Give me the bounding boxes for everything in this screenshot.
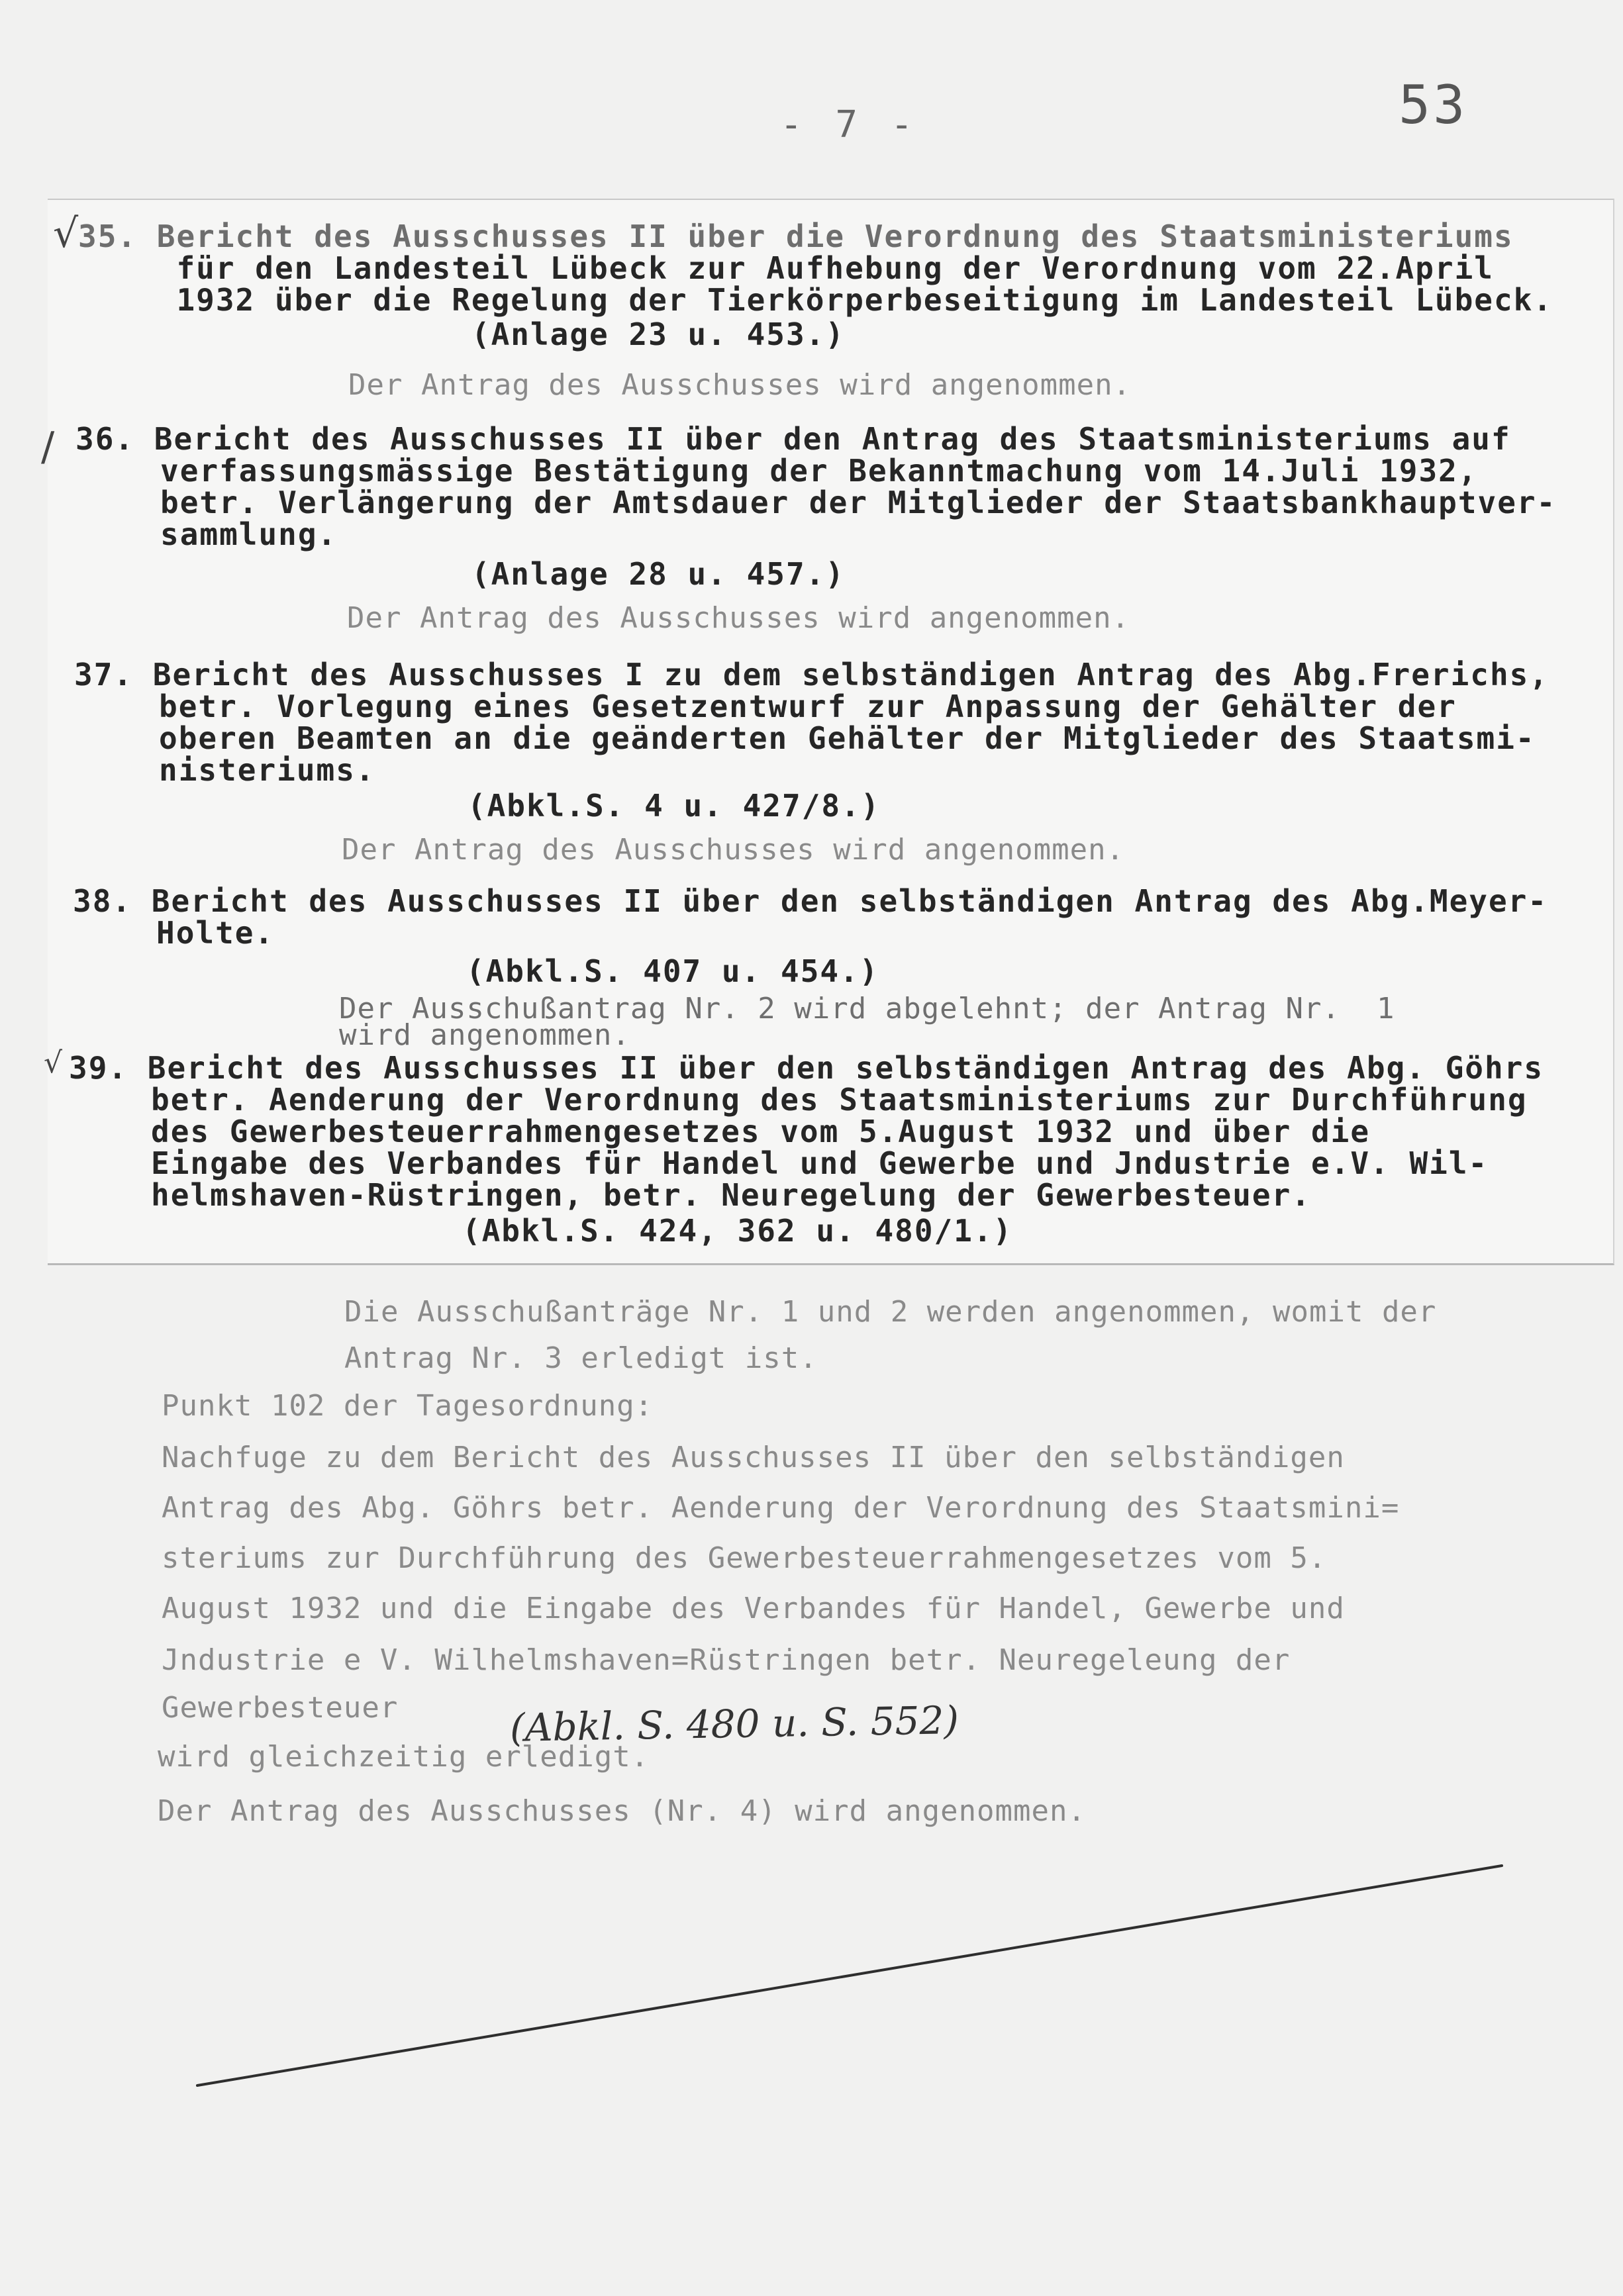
item-37-decision: Der Antrag des Ausschusses wird angenommen.: [342, 833, 1125, 867]
checkmark-icon: /: [41, 424, 55, 470]
handwritten-reference-note: (Abkl. S. 480 u. S. 552): [509, 1698, 959, 1750]
item-35-line-3: 1932 über die Regelung der Tierkörperbeseitigung im Landesteil Lübeck.: [78, 282, 1553, 318]
item-36-line-2: verfassungsmässige Bestätigung der Bekanntmachung vom 14.Juli 1932,: [160, 453, 1478, 489]
item-36-line-3: betr. Verlängerung der Amtsdauer der Mitglieder der Staatsbankhauptver-: [160, 485, 1557, 520]
decision-39-line-1: Die Ausschußanträge Nr. 1 und 2 werden angenommen, womit der: [344, 1295, 1437, 1329]
punkt-heading: Punkt 102 der Tagesordnung:: [162, 1389, 654, 1423]
punkt-line-3: steriums zur Durchführung des Gewerbesteuerrahmengesetzes vom 5.: [162, 1541, 1327, 1575]
punkt-line-5: Jndustrie e V. Wilhelmshaven=Rüstringen betr. Neuregeleung der: [162, 1643, 1291, 1677]
punkt-line-1: Nachfuge zu dem Bericht des Ausschusses II über den selbständigen: [162, 1441, 1345, 1474]
item-37-line-2: betr. Vorlegung eines Gesetzentwurf zur Anpassung der Gehälter der: [159, 689, 1457, 724]
item-37-reference: (Abkl.S. 4 u. 427/8.): [74, 788, 881, 824]
checkmark-icon: √: [53, 211, 79, 257]
page-number: 53: [1399, 74, 1468, 136]
item-39-line-3: des Gewerbesteuerrahmengesetzes vom 5.August 1932 und über die: [151, 1114, 1371, 1149]
item-35-reference: (Anlage 23 u. 453.): [78, 316, 846, 352]
item-39-line-5: helmshaven-Rüstringen, betr. Neuregelung der Gewerbesteuer.: [151, 1177, 1311, 1213]
item-37-line-1: 37. Bericht des Ausschusses I zu dem selbständigen Antrag des Abg.Frerichs,: [74, 657, 1549, 693]
punkt-line-4: August 1932 und die Eingabe des Verbandes für Handel, Gewerbe und: [162, 1592, 1345, 1625]
item-35-decision: Der Antrag des Ausschusses wird angenommen.: [348, 368, 1132, 402]
checkmark-icon: √: [44, 1046, 63, 1080]
punkt-line-6: Gewerbesteuer: [162, 1691, 399, 1725]
item-36-line-1: 36. Bericht des Ausschusses II über den Antrag des Staatsministeriums auf: [75, 421, 1511, 457]
item-35-line-2: für den Landesteil Lübeck zur Aufhebung der Verordnung vom 22.April: [78, 250, 1494, 286]
item-39-line-2: betr. Aenderung der Verordnung des Staatsministeriums zur Durchführung: [151, 1082, 1528, 1118]
item-36-reference: (Anlage 28 u. 457.): [78, 556, 846, 592]
item-37-line-4: nisteriums.: [159, 752, 375, 788]
item-38-reference: (Abkl.S. 407 u. 454.): [73, 953, 879, 989]
punkt-line-2: Antrag des Abg. Göhrs betr. Aenderung der Verordnung des Staatsmini=: [162, 1491, 1400, 1525]
item-38-decision-line-1: Der Ausschußantrag Nr. 2 wird abgelehnt; der Antrag Nr. 1: [339, 992, 1395, 1026]
item-35-line-1: 35. Bericht des Ausschusses II über die Verordnung des Staatsministeriums: [78, 218, 1514, 254]
closing-line-1: wird gleichzeitig erledigt.: [158, 1740, 650, 1774]
item-38-line-2: Holte.: [156, 915, 275, 951]
item-37-line-3: oberen Beamten an die geänderten Gehälter der Mitglieder des Staatsmi-: [159, 720, 1536, 756]
item-39-line-4: Eingabe des Verbandes für Handel und Gewerbe und Jndustrie e.V. Wil-: [151, 1145, 1489, 1181]
item-36-decision: Der Antrag des Ausschusses wird angenommen.: [347, 601, 1130, 635]
item-36-line-4: sammlung.: [160, 516, 338, 552]
decision-39-line-2: Antrag Nr. 3 erledigt ist.: [344, 1341, 818, 1375]
closing-line-2: Der Antrag des Ausschusses (Nr. 4) wird angenommen.: [158, 1794, 1087, 1828]
item-38-decision-line-2: wird angenommen.: [339, 1018, 630, 1052]
page-marker: - 7 -: [780, 103, 918, 146]
item-38-line-1: 38. Bericht des Ausschusses II über den selbständigen Antrag des Abg.Meyer-: [73, 883, 1548, 919]
item-39-line-1: 39. Bericht des Ausschusses II über den selbständigen Antrag des Abg. Göhrs: [69, 1050, 1544, 1086]
item-39-reference: (Abkl.S. 424, 362 u. 480/1.): [69, 1213, 1013, 1249]
